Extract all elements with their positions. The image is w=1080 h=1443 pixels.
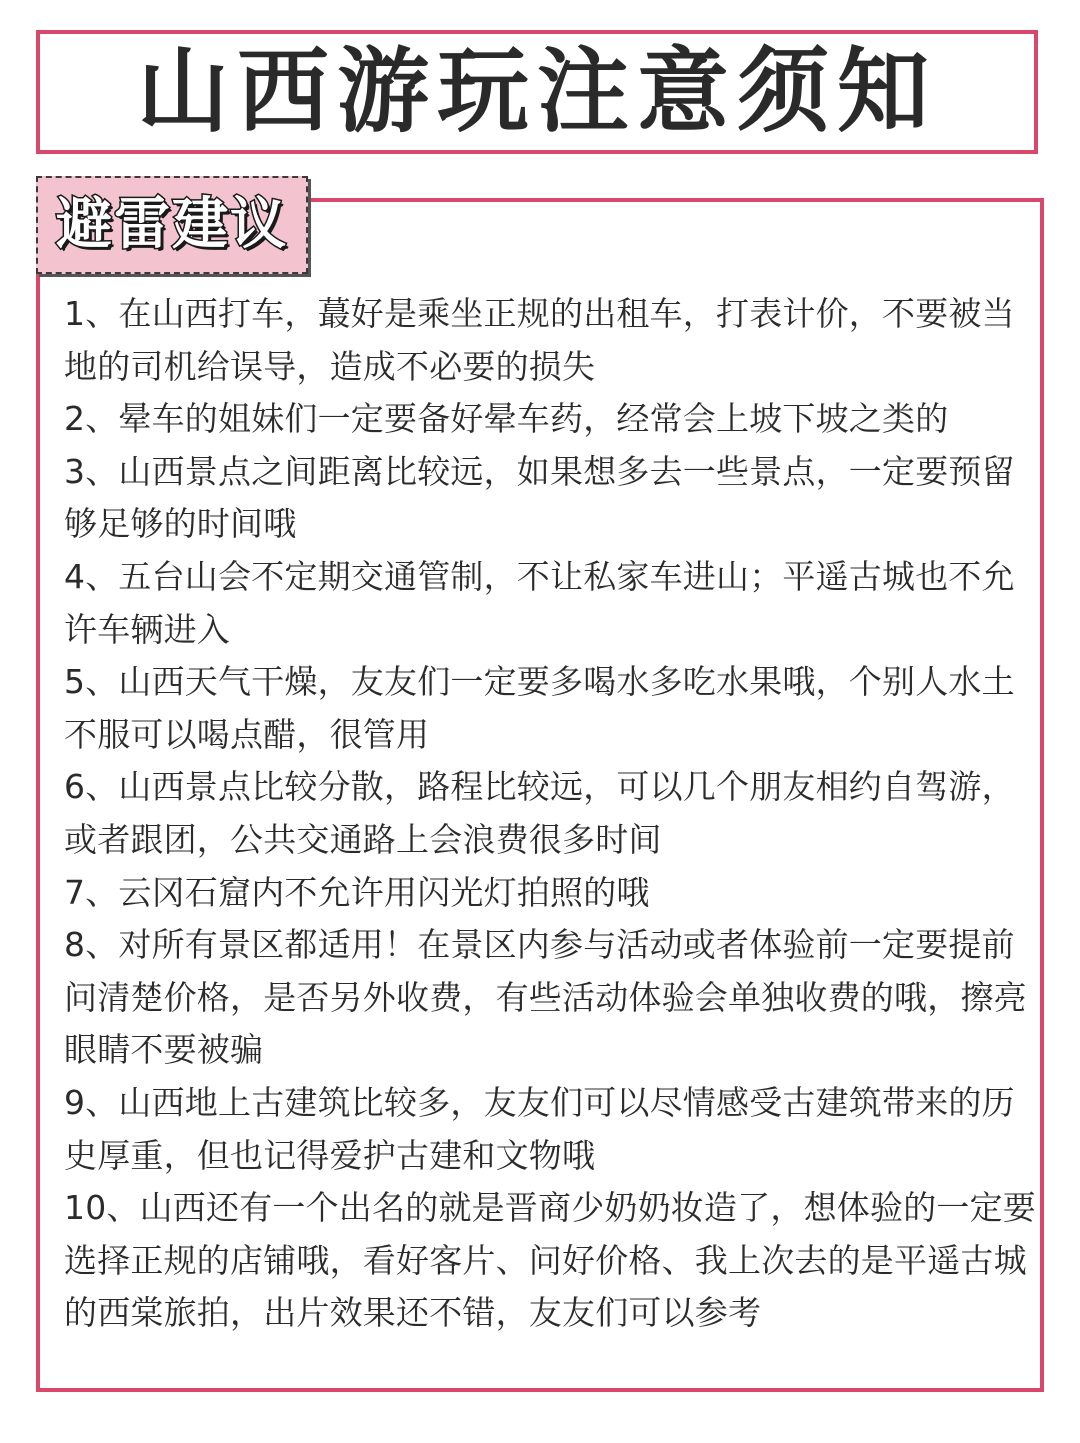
tip-item-1: 1、在山西打车，蕞好是乘坐正规的出租车，打表计价，不要被当地的司机给误导，造成不必要的损失 [64, 294, 1015, 386]
title-frame [36, 30, 1038, 154]
page-title: 山西游玩注意须知 [136, 38, 937, 145]
section-tag [36, 176, 308, 274]
tip-item-8: 8、对所有景区都适用！在景区内参与活动或者体验前一定要提前问清楚价格，是否另外收费，有些活动体验会单独收费的哦，擦亮眼睛不要被骗 [64, 925, 1027, 1070]
tip-item-2: 2、晕车的姐妹们一定要备好晕车药，经常会上坡下坡之类的 [64, 399, 949, 439]
tip-item-3: 3、山西景点之间距离比较远，如果想多去一些景点，一定要预留够足够的时间哦 [64, 451, 1015, 544]
section-tag-label: 避雷建议 [56, 192, 288, 257]
tip-item-6: 6、山西景点比较分散，路程比较远，可以几个朋友相约自驾游，或者跟团，公共交通路上会浪费很多时间 [64, 767, 1015, 859]
tip-item-7: 7、云冈石窟内不允许用闪光灯拍照的哦 [64, 872, 650, 912]
tip-item-4: 4、五台山会不定期交通管制，不让私家车进山；平遥古城也不允许车辆进入 [64, 556, 1015, 649]
tip-item-9: 9、山西地上古建筑比较多，友友们可以尽情感受古建筑带来的历史厚重，但也记得爱护古建和文物哦 [64, 1082, 1015, 1175]
tips-list [64, 288, 1040, 1340]
tip-item-10: 10、山西还有一个出名的就是晋商少奶奶妆造了，想体验的一定要选择正规的店铺哦，看好客片、问好价格、我上次去的是平遥古城的西棠旅拍，出片效果还不错，友友们可以参考 [64, 1188, 1036, 1333]
tip-item-5: 5、山西天气干燥，友友们一定要多喝水多吃水果哦，个别人水土不服可以喝点醋，很管用 [64, 662, 1015, 754]
